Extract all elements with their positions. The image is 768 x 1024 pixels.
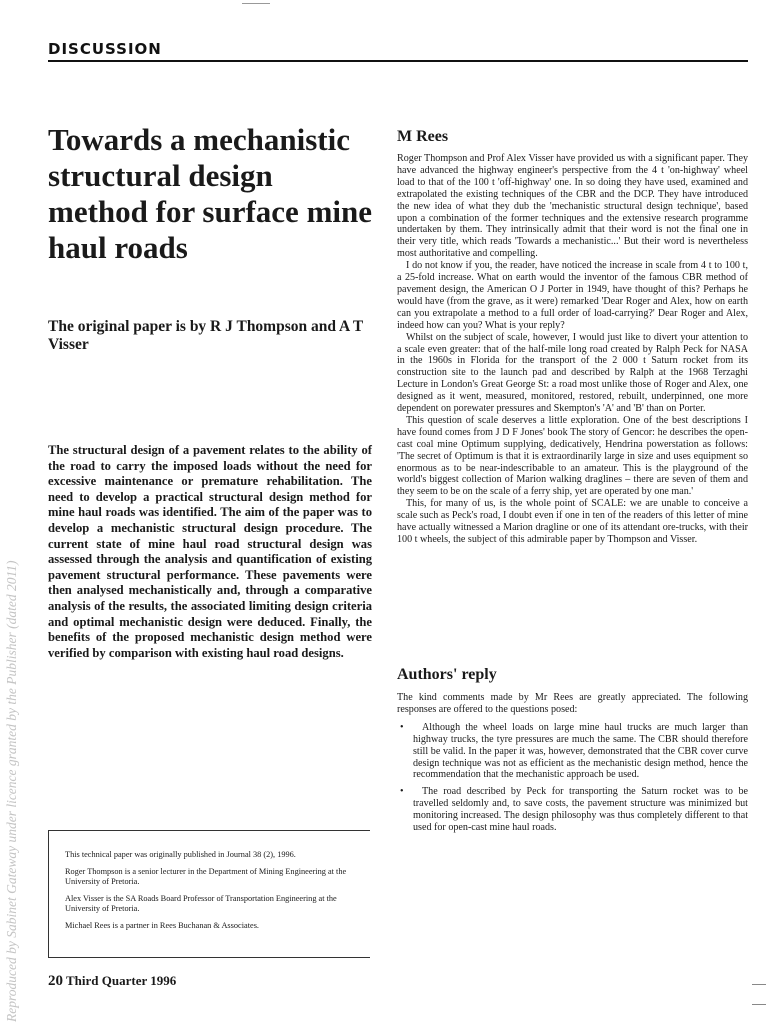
header-rule	[48, 60, 748, 62]
edge-mark	[752, 984, 766, 985]
watermark-text: Reproduced by Sabinet Gateway under licence granted by the Publisher (dated 2011)	[4, 560, 19, 1022]
discussion-column	[397, 128, 748, 546]
article-abstract: The structural design of a pavement relates to the ability of the road to carry the imposed loads without the need for excessive maintenance or premature rehabilitation. The need to develop a practical structural design method for mine haul roads was identified. The aim of the paper was to develop a mechanistic structural design procedure. The current state of mine haul road structural design was assessed through the analysis and quantification of existing pavement structural performance. These pavements were then analysed mechanistically and, through a comparative analysis of the results, the associated limiting design criteria and optimal mechanistic design were deduced. Finally, the benefits of the proposed mechanistic design method were verified by comparison with existing haul road designs.	[48, 443, 372, 660]
discussion-paragraph: This question of scale deserves a little exploration. One of the best descriptions I have found comes from J D F Jones' book The story of Gencor: he describes the open-cast coal mine Optimum supplying, dedicatively, Hendrina powerstation as follows: 'The secret of Optimum is that it is extraordinarily large in size and uses equipment so enormous as to be near-indescribable to an amateur. This is the playground of the world's biggest collection of Marion walking draglines – there are seven of them and they seem to be on the scale of a ferry ship, yet are operated by one man.'	[397, 414, 748, 498]
discussion-paragraph: This, for many of us, is the whole point of SCALE: we are unable to conceive a scale such as Peck's road, I doubt even if one in ten of the readers of this letter of mine have actually witnessed a Marion dragline or one of its attendant ore-trucks, with their 100 t wheels, the subject of this admirable paper by Thompson and Visser.	[397, 498, 748, 545]
reply-intro: The kind comments made by Mr Rees are greatly appreciated. The following responses are offered to the questions posed:	[397, 692, 748, 715]
issue-label: Third Quarter 1996	[66, 973, 177, 988]
footnote: Michael Rees is a partner in Rees Buchanan & Associates.	[65, 921, 260, 930]
authors-reply-column	[397, 666, 748, 839]
bullet-point: •	[400, 721, 404, 733]
page-footer	[48, 973, 176, 990]
authors-reply-heading: Authors' reply	[397, 666, 497, 683]
discussion-paragraph: Roger Thompson and Prof Alex Visser have provided us with a significant paper. They have advanced the highway engineer's perspective from the 4 t 'on-highway' wheel load to that of the 100 t 'off-highway' one. In so doing they have used, examined and extrapolated the existing techniques of the CBR and the DCP. They have introduced the new idea of what they dub the 'mechanistic structural design technique', based upon a combination of the former techniques and the extensive research programme undertaken by them. They intrinsically admit that their word is not the final one in their very title, which reads 'Towards a mechanistic...' But their word is nevertheless most authoritative and compelling.	[397, 153, 748, 260]
reply-bullet-text: The road described by Peck for transporting the Saturn rocket was to be travelled seldomly and, to save costs, the pavement structure was minimized but monitoring increased. The design philosophy was thus completely different to that used for open-cast mine haul roads.	[413, 786, 748, 834]
reply-bullet-item	[397, 722, 748, 782]
footnote: Alex Visser is the SA Roads Board Professor of Transportation Engineering at the University of Pretoria.	[65, 894, 337, 913]
discussion-paragraph: I do not know if you, the reader, have noticed the increase in scale from 4 t to 100 t, a 25-fold increase. What on earth would the inventor of the famous CBR method of pavement design, the American O J Porter in 1949, have thought of this? Perhaps he would have (from the grave, as it were) remarked 'Dear Roger and Alex, how on earth can you extrapolate a method to a full order of load-carrying?' Dear Roger and Alex, indeed how can you? What is your reply?	[397, 260, 748, 331]
discussion-author-heading: M Rees	[397, 128, 449, 145]
footnote-box	[48, 830, 370, 958]
footnote: This technical paper was originally published in Journal 38 (2), 1996.	[65, 850, 296, 859]
reply-bullet-text: Although the wheel loads on large mine haul trucks are much larger than highway trucks, the tyre pressures are much the same. The CBR should therefore still be valid. In the paper it was, however, demonstrated that the CBR cover curve design technique was not as efficient as the mechanistic design method, hence the recommendation that the mechanistic approach be used.	[413, 721, 748, 781]
page-number: 20	[48, 973, 63, 989]
discussion-paragraph: Whilst on the subject of scale, however, I would just like to divert your attention to a scale even greater: that of the half-mile long road created by Ralph Peck for NASA in the 1960s in Florida for the transport of the 2 000 t Saturn rocket from its construction site to the launch pad and described by Ralph at the 1968 Terzaghi Lecture in London's Great George St: a road most unlike those of Roger and Alex, one designed as it went, measured, monitored, restored, rebuilt, underpinned, one more dependent on porewater pressures and Skempton's 'A' and 'B' than on Porter.	[397, 331, 748, 415]
article-subtitle: The original paper is by R J Thompson and A T Visser	[48, 318, 363, 353]
footnote: Roger Thompson is a senior lecturer in the Department of Mining Engineering at the University of Pretoria.	[65, 867, 347, 886]
top-rule-mark	[242, 3, 270, 4]
reply-bullet-list	[397, 722, 748, 834]
bullet-point: •	[400, 786, 404, 798]
reply-bullet-item	[397, 786, 748, 834]
article-title: Towards a mechanistic structural design method for surface mine haul roads	[48, 122, 373, 265]
edge-mark	[752, 1004, 766, 1005]
section-header: DISCUSSION	[48, 40, 162, 58]
